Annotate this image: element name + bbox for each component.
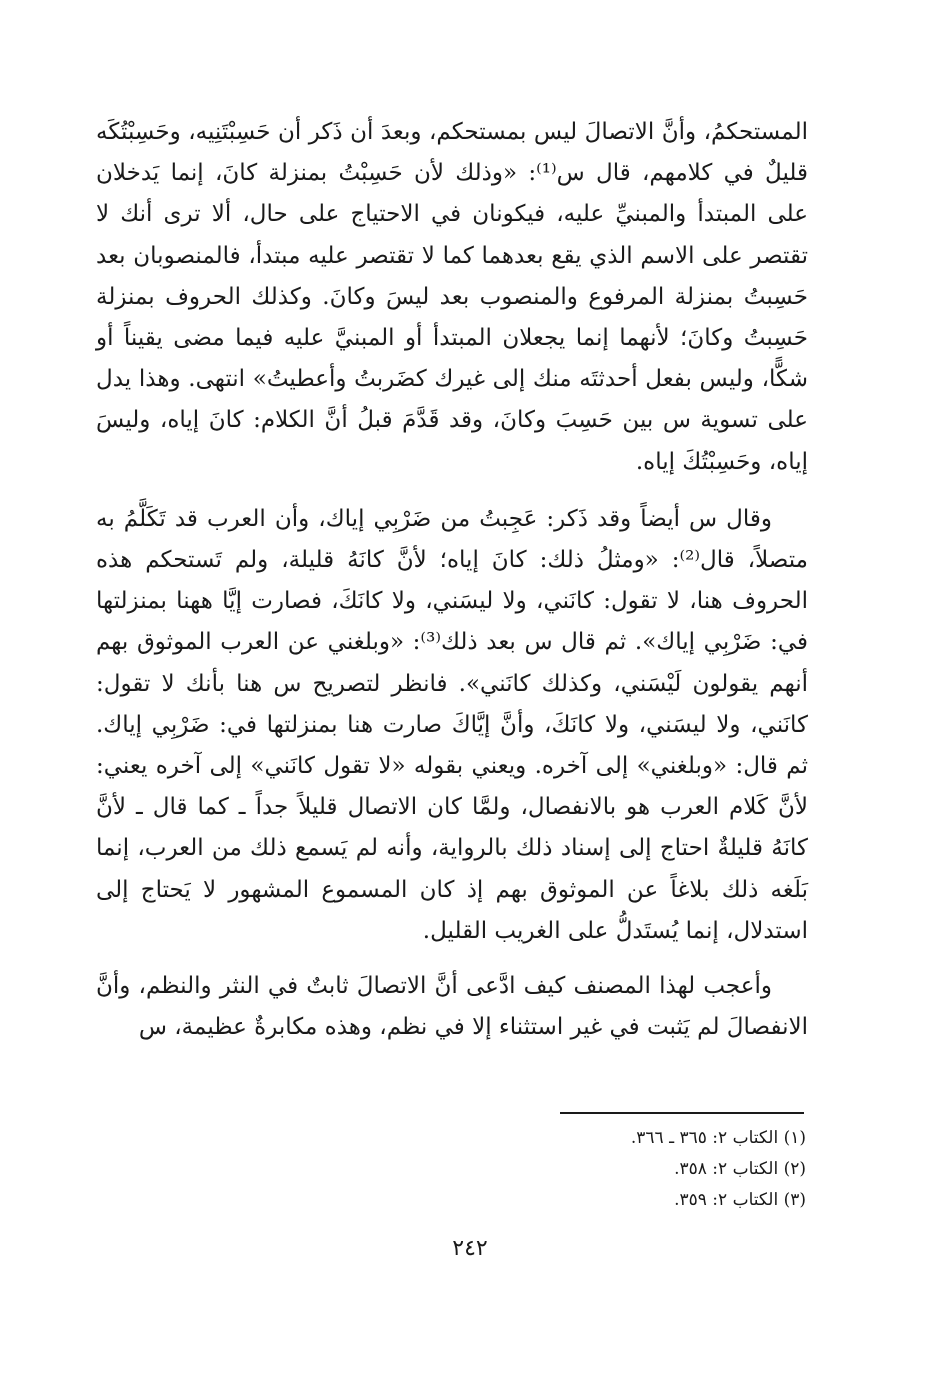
footnote-3: (٣) الكتاب ٢: ٣٥٩. [674, 1190, 806, 1210]
main-text [96, 112, 808, 1048]
footnote-separator [560, 1112, 804, 1114]
footnote-2: (٢) الكتاب ٢: ٣٥٨. [674, 1159, 806, 1179]
paragraph-3: وأعجب لهذا المصنف كيف ادَّعى أنَّ الاتصالَ ثابتٌ في النثر والنظم، وأنَّ الانفصالَ لم يَثبت في غير استثناء إلا في نظم، وهذه مكابرةٌ عظيمة، س [96, 973, 808, 1041]
footnote-1: (١) الكتاب ٢: ٣٦٥ ـ ٣٦٦. [630, 1128, 806, 1148]
paragraph-1: المستحكمُ، وأنَّ الاتصالَ ليس بمستحكم، وبعدَ أن ذَكر أن حَسِبْتَنِيه، وحَسِبْتُكَه قليلٌ في كلامهم، قال س⁽¹⁾: «وذلك لأن حَسِبْتُ بمنزلة كانَ، إنما يَدخلان على المبتدأ والمبنيِّ عليه، فيكونان في الاحتياج على حال، ألا ترى أنك لا تقتصر على الاسم الذي يقع بعدهما كما لا تقتصر عليه مبتدأ، فالمنصوبان بعد حَسِبتُ بمنزلة المرفوع والمنصوب بعد ليسَ وكانَ. وكذلك الحروف بمنزلة حَسِبتُ وكانَ؛ لأنهما إنما يجعلان المبتدأ أو المبنيَّ عليه فيما مضى يقيناً أو شكًّا، وليس بفعل أحدثتَه منك إلى غيرك كضَربتُ وأعطيتُ» انتهى. وهذا يدل على تسوية س بين حَسِبَ وكانَ، وقد قَدَّمَ قبلُ أنَّ الكلام: كانَ إياه، وليسَ إياه، وحَسِبْتُكَ إياه. [96, 119, 809, 475]
paragraph-2: وقال س أيضاً وقد ذَكر: عَجِبتُ من ضَرْبِي إياك، وأن العرب قد تَكَلَّمُ به متصلاً، قال⁽²⁾: «ومثلُ ذلك: كانَ إياه؛ لأنَّ كانَهُ قليلة، ولم تَستحكم هذه الحروف هنا، لا تقول: كانَني، ولا ليسَني، ولا كانَكَ، فصارت إيَّا ههنا بمنزلتها في: ضَرْبِي إياك». ثم قال س بعد ذلك⁽³⁾: «وبلغني عن العرب الموثوق بهم أنهم يقولون لَيْسَني، وكذلك كانَني». فانظر لتصريح س هنا بأنك لا تقول: كانَني، ولا ليسَني، ولا كانَكَ، وأنَّ إيَّاكَ صارت هنا بمنزلتها في: ضَرْبِي إياك. ثم قال: «وبلغني» إلى آخره. ويعني بقوله «لا تقول كانَني» إلى آخره يعني: لأنَّ كَلام العرب هو بالانفصال، ولمَّا كان الاتصال قليلاً جداً ـ كما قال ـ لأنَّ كانَهُ قليلةٌ احتاج إلى إسناد ذلك بالرواية، وأنه لم يَسمع ذلك من العرب، إنما بَلَغه ذلك بلاغاً عن الموثوق بهم إذ كان المسموع المشهور لا يَحتاج إلى استدلال، إنما يُستَدلُّ على الغريب القليل. [96, 505, 809, 944]
page-number: ٢٤٢ [452, 1236, 488, 1261]
footnotes [366, 1123, 806, 1216]
